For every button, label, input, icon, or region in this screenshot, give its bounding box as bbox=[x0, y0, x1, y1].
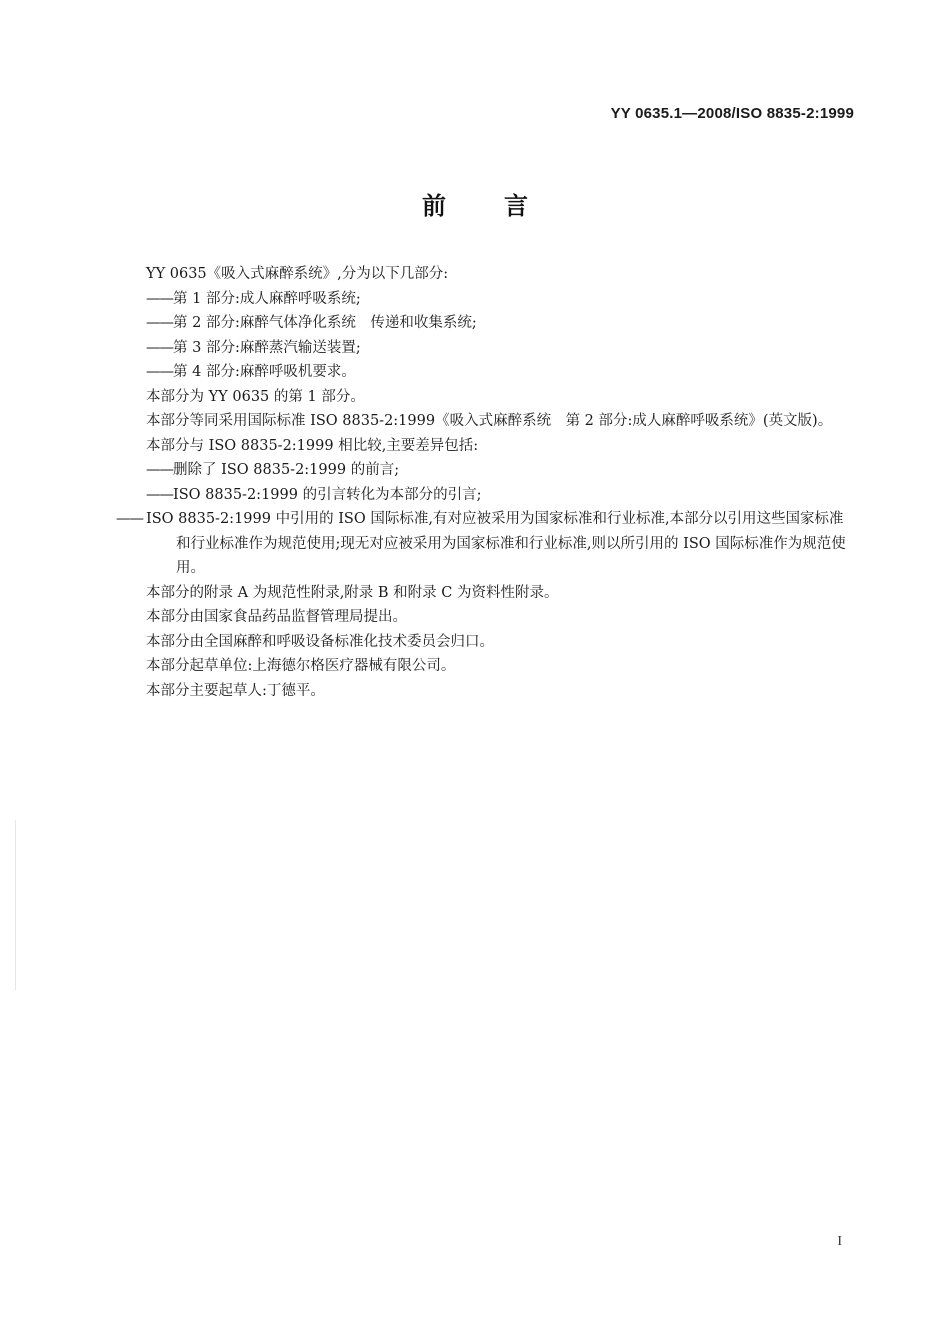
paragraph-adoption bbox=[116, 409, 858, 434]
list-item bbox=[146, 360, 858, 385]
standard-number: YY 0635.1—2008/ISO 8835-2:1999 bbox=[610, 105, 854, 122]
paragraph-annexes: 本部分的附录 A 为规范性附录,附录 B 和附录 C 为资料性附录。 bbox=[146, 584, 559, 601]
list-item-text: ISO 8835-2:1999 的引言转化为本部分的引言; bbox=[173, 486, 482, 503]
list-item-text: 第 3 部分:麻醉蒸汽输送装置; bbox=[173, 339, 361, 356]
page-number: I bbox=[837, 1234, 842, 1249]
list-item bbox=[146, 287, 858, 312]
dash-marker: —— bbox=[146, 364, 173, 380]
page-title: 前言 bbox=[422, 192, 586, 220]
paragraph-drafting-unit: 本部分起草单位:上海德尔格医疗器械有限公司。 bbox=[146, 658, 456, 674]
list-item: —— ISO 8835-2:1999 中引用的 ISO 国际标准,有对应被采用为国家标准和行业标准,本部分以引用这些国家标准和行业标准作为规范使用;现无对应被采用为国家标准和行业标准,则以所引用的 ISO 国际标准作为规范使用。 bbox=[116, 511, 846, 576]
list-item bbox=[146, 311, 858, 336]
dash-marker: —— bbox=[146, 339, 173, 356]
list-item bbox=[146, 483, 858, 508]
list-item-text: ISO 8835-2:1999 中引用的 ISO 国际标准,有对应被采用为国家标准和行业标准,本部分以引用这些国家标准和行业标准作为规范使用;现无对应被采用为国家标准和行业标准,则以所引用的 ISO 国际标准作为规范使用。 bbox=[146, 511, 846, 576]
dash-marker: —— bbox=[146, 462, 173, 478]
list-item-text: 第 1 部分:成人麻醉呼吸系统; bbox=[173, 290, 361, 307]
paragraph-differences-intro: 本部分与 ISO 8835-2:1999 相比较,主要差异包括: bbox=[146, 437, 479, 454]
scan-edge-line bbox=[15, 820, 16, 990]
dash-marker: —— bbox=[146, 290, 173, 307]
list-item-text: 删除了 ISO 8835-2:1999 的前言; bbox=[173, 462, 400, 478]
dash-marker: —— bbox=[146, 315, 173, 331]
list-item-text: 第 2 部分:麻醉气体净化系统 传递和收集系统; bbox=[173, 315, 477, 331]
paragraph-proposer: 本部分由国家食品药品监督管理局提出。 bbox=[146, 609, 407, 625]
list-item bbox=[146, 336, 858, 361]
paragraph-series-intro: YY 0635《吸入式麻醉系统》,分为以下几部分: bbox=[146, 266, 449, 282]
paragraph-committee: 本部分由全国麻醉和呼吸设备标准化技术委员会归口。 bbox=[146, 633, 494, 650]
dash-marker: —— bbox=[146, 486, 173, 503]
foreword-body bbox=[116, 262, 858, 703]
paragraph-adoption-text: 本部分等同采用国际标准 ISO 8835-2:1999《吸入式麻醉系统 第 2 部分:成人麻醉呼吸系统》(英文版)。 bbox=[146, 413, 833, 429]
paragraph-part-statement: 本部分为 YY 0635 的第 1 部分。 bbox=[146, 388, 365, 405]
paragraph-drafter: 本部分主要起草人:丁德平。 bbox=[146, 682, 325, 699]
list-item-text: 第 4 部分:麻醉呼吸机要求。 bbox=[173, 364, 356, 380]
list-item bbox=[146, 458, 858, 483]
